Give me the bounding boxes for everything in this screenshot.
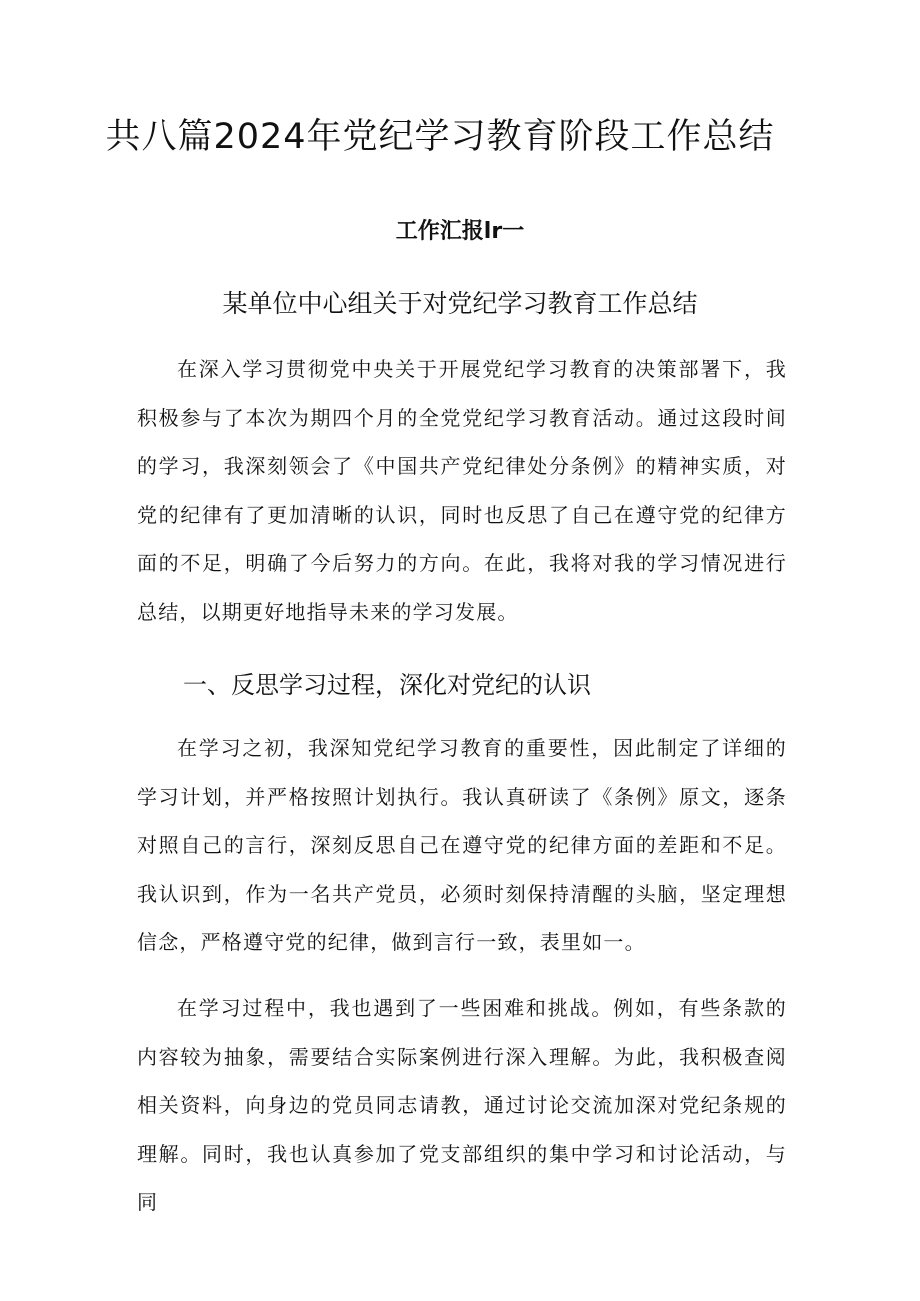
report-label: 工作汇报lr一 [395,219,525,244]
document-title: 共八篇2024年党纪学习教育阶段工作总结 [105,117,775,157]
section-1-paragraph-1: 在学习之初，我深知党纪学习教育的重要性，因此制定了详细的学习计划，并严格按照计划执行。我认真研读了《条例》原文，逐条对照自己的言行，深刻反思自己在遵守党的纪律方面的差距和不足。我认识到，作为一名共产党员，必须时刻保持清醒的头脑，坚定理想信念，严格遵守党的纪律，做到言行一致，表里如一。 [137,736,787,955]
article-title: 某单位中心组关于对党纪学习教育工作总结 [222,289,698,318]
section-1-paragraph-2: 在学习过程中，我也遇到了一些困难和挑战。例如，有些条款的内容较为抽象，需要结合实际案例进行深入理解。为此，我积极查阅相关资料，向身边的党员同志请教，通过讨论交流加深对党纪条规的理解。同时，我也认真参加了党支部组织的集中学习和讨论活动，与同 [137,996,787,1215]
section-heading-1: 一、反思学习过程，深化对党纪的认识 [183,671,591,699]
intro-paragraph: 在深入学习贯彻党中央关于开展党纪学习教育的决策部署下，我积极参与了本次为期四个月的全党党纪学习教育活动。通过这段时间的学习，我深刻领会了《中国共产党纪律处分条例》的精神实质，对党的纪律有了更加清晰的认识，同时也反思了自己在遵守党的纪律方面的不足，明确了今后努力的方向。在此，我将对我的学习情况进行总结，以期更好地指导未来的学习发展。 [137,357,787,624]
